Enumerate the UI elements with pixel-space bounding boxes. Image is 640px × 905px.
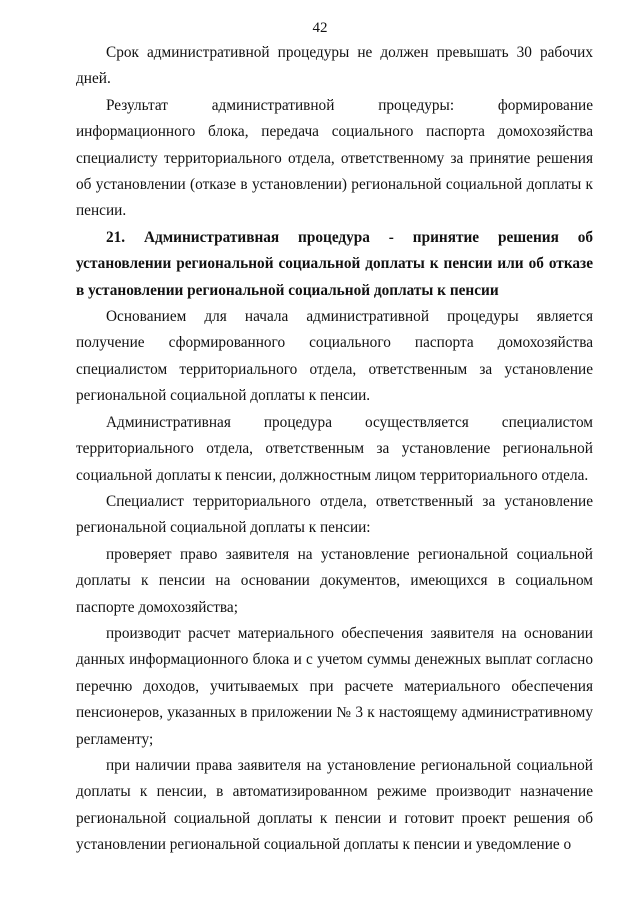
document-body — [76, 40, 593, 859]
paragraph-specialist-duties-intro: Специалист территориального отдела, ответственный за установление региональной социальной доплаты к пенсии: — [76, 492, 593, 537]
paragraph-duty-assign: при наличии права заявителя на установление региональной социальной доплаты к пенсии, в автоматизированном режиме производит назначение региональной социальной доплаты к пенсии и готовит проект решения об установлении региональной социальной доплаты к пенсии и уведомление о — [76, 756, 593, 854]
section-heading-21: 21. Административная процедура - принятие решения об установлении региональной социальной доплаты к пенсии или об отказе в установлении региональной социальной доплаты к пенсии — [76, 228, 593, 299]
paragraph-procedure-performer: Административная процедура осуществляется специалистом территориального отдела, ответственным за установление региональной социальной доплаты к пенсии, должностным лицом территориального отдела. — [76, 413, 593, 484]
page-number: 42 — [312, 20, 328, 36]
paragraph-duty-check-right: проверяет право заявителя на установление региональной социальной доплаты к пенсии на основании документов, имеющихся в социальном паспорте домохозяйства; — [76, 545, 593, 616]
paragraph-duty-calculate: производит расчет материального обеспечения заявителя на основании данных информационного блока и с учетом суммы денежных выплат согласно перечню доходов, учитываемых при расчете материального обеспечения пенсионеров, указанных в приложении № 3 к настоящему административному регламенту; — [76, 624, 593, 748]
paragraph-procedure-result: Результат административной процедуры: формирование информационного блока, передача социального паспорта домохозяйства специалисту территориального отдела, ответственному за принятие решения об установлении (отказе в установлении) региональной социальной доплаты к пенсии. — [76, 96, 593, 220]
paragraph-procedure-basis: Основанием для начала административной процедуры является получение сформированного социального паспорта домохозяйства специалистом территориального отдела, ответственным за установление региональной социальной доплаты к пенсии. — [76, 308, 593, 405]
paragraph-procedure-deadline: Срок административной процедуры не должен превышать 30 рабочих дней. — [76, 44, 593, 88]
